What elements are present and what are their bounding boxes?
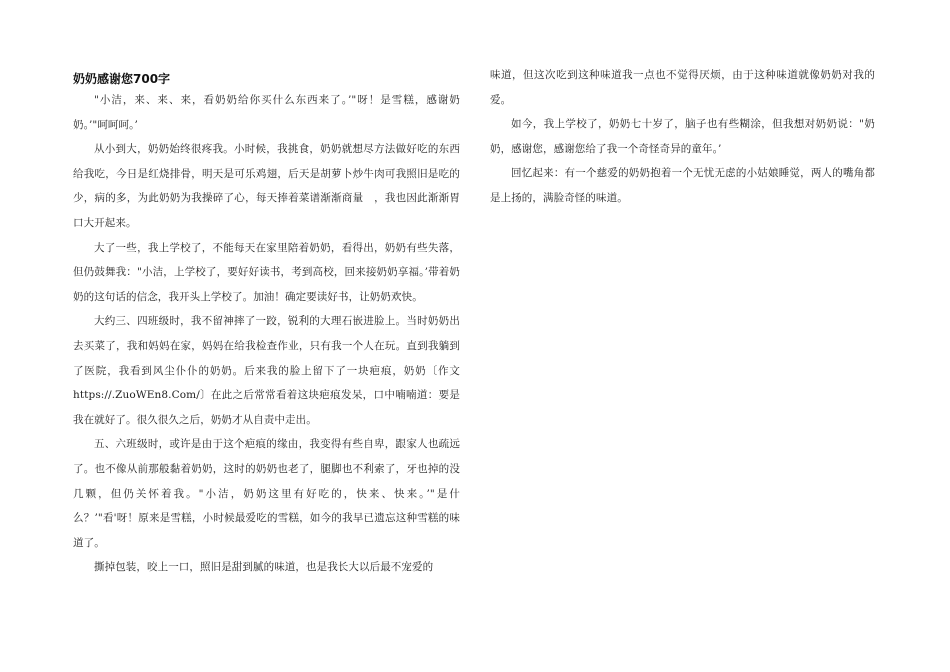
left-column [73, 88, 460, 580]
right-column [490, 63, 875, 211]
paragraph: "小洁，来、来、来，看奶奶给你买什么东西来了。’"呀！是雪糕，感谢奶奶。’"呵呵呵。’ [73, 94, 460, 131]
paragraph: 撕掉包装，咬上一口，照旧是甜到腻的味道，也是我长大以后最不宠爱的 [94, 561, 434, 574]
paragraph: 大了一些，我上学校了，不能每天在家里陪着奶奶，看得出，奶奶有些失落，但仍鼓舞我："小洁，上学校了，要好好读书，考到高校，回来接奶奶享福。’带着奶奶的这句话的信念，我开头上学校了。加油！确定要读好书，让奶奶欢快。 [73, 241, 460, 303]
paragraph: 从小到大，奶奶始终很疼我。小时候，我挑食，奶奶就想尽方法做好吃的东西给我吃，今日是红烧排骨，明天是可乐鸡翅，后天是胡萝卜炒牛肉可我照旧是吃的少，病的多，为此奶奶为我操碎了心，每天捧着菜谱渐渐商量 ，我也因此渐渐胃口大开起来。 [73, 143, 460, 229]
paragraph: 如今，我上学校了，奶奶七十岁了，脑子也有些糊涂，但我想对奶奶说："奶奶，感谢您，感谢您给了我一个奇怪奇异的童年。’ [490, 118, 875, 155]
document-title: 奶奶感谢您700字 [73, 72, 171, 86]
paragraph: 回忆起来：有一个慈爱的奶奶抱着一个无忧无虑的小姑娘睡觉，两人的嘴角都是上扬的，满脸奇怪的味道。 [490, 167, 875, 204]
paragraph-continuation: 味道，但这次吃到这种味道我一点也不觉得厌烦，由于这种味道就像奶奶对我的爱。 [490, 69, 875, 106]
paragraph: 大约三、四班级时，我不留神摔了一跤，锐利的大理石嵌进脸上。当时奶奶出去买菜了，我和妈妈在家，妈妈在给我检查作业，只有我一个人在玩。直到我躺到了医院，我看到风尘仆仆的奶奶。后来我的脸上留下了一块疤痕，奶奶〔作文https://.ZuoWEn8.Com/〕在此之后常常看着这块疤痕发呆，口中喃喃道：要是我在就好了。很久很久之后，奶奶才从自责中走出。 [73, 315, 460, 426]
paragraph: 五、六班级时，或许是由于这个疤痕的缘由，我变得有些自卑，跟家人也疏远了。也不像从前那般黏着奶奶，这时的奶奶也老了，腿脚也不利索了，牙也掉的没几颗，但仍关怀着我。"小洁，奶奶这里有好吃的，快来、快来。’"是什么？’"看'呀！原来是雪糕，小时候最爱吃的雪糕，如今的我早已遗忘这种雪糕的味道了。 [73, 438, 460, 549]
